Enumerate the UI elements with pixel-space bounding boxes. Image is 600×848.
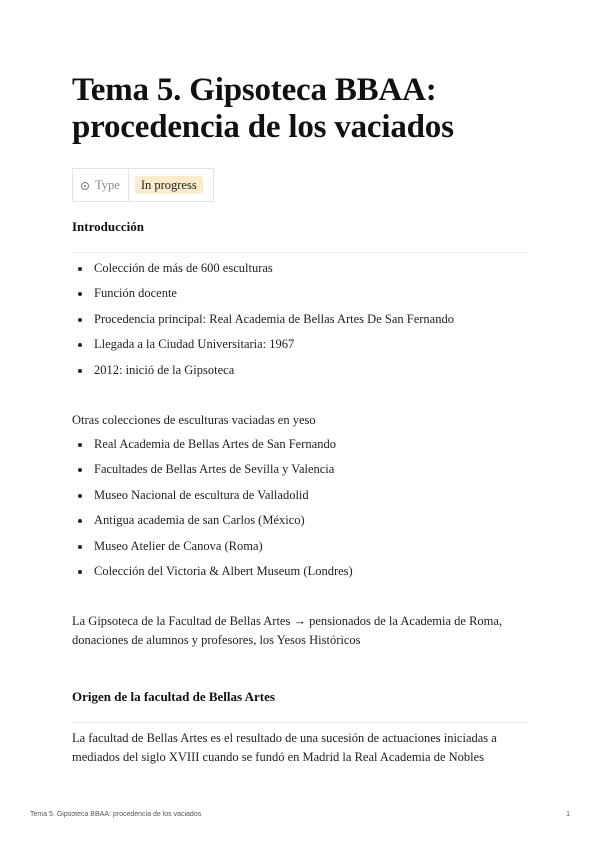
- list-item: Real Academia de Bellas Artes de San Fernando: [72, 432, 528, 457]
- page-title: Tema 5. Gipsoteca BBAA: procedencia de los vaciados: [72, 72, 454, 145]
- list-item: Colección del Victoria & Albert Museum (Londres): [72, 559, 528, 584]
- property-row: [72, 168, 214, 202]
- section-heading-origen: Origen de la facultad de Bellas Artes: [72, 689, 275, 704]
- origen-paragraph: La facultad de Bellas Artes es el resultado de una sucesión de actuaciones iniciadas a mediados del siglo XVIII cuando se fundó en Madrid la Real Academia de Nobles: [72, 731, 497, 764]
- list-item: Función docente: [72, 281, 528, 306]
- intro-list: [72, 256, 528, 383]
- list-item: Colección de más de 600 esculturas: [72, 256, 528, 281]
- section-divider: [72, 252, 528, 253]
- list-item: Procedencia principal: Real Academia de Bellas Artes De San Fernando: [72, 307, 528, 332]
- page-number: 1: [566, 811, 570, 818]
- property-key-label: Type: [95, 177, 120, 192]
- gipsoteca-paragraph: La Gipsoteca de la Facultad de Bellas Artes → pensionados de la Academia de Roma, donaciones de alumnos y profesores, los Yesos Históricos: [72, 614, 503, 647]
- page-footer: [30, 811, 570, 818]
- list-item: Llegada a la Ciudad Universitaria: 1967: [72, 332, 528, 357]
- other-collections-lead: Otras colecciones de esculturas vaciadas en yeso: [72, 413, 316, 427]
- property-key: [73, 169, 129, 201]
- section-divider: [72, 722, 528, 723]
- property-value: [129, 176, 213, 194]
- list-item: Antigua academia de san Carlos (México): [72, 508, 528, 533]
- list-item: Museo Nacional de escultura de Valladolid: [72, 483, 528, 508]
- status-badge: In progress: [135, 176, 203, 194]
- list-item: Facultades de Bellas Artes de Sevilla y Valencia: [72, 457, 528, 482]
- section-heading-introduccion: Introducción: [72, 219, 144, 234]
- target-icon: [81, 182, 89, 190]
- list-item: Museo Atelier de Canova (Roma): [72, 534, 528, 559]
- other-collections-list: [72, 432, 528, 584]
- list-item: 2012: inició de la Gipsoteca: [72, 358, 528, 383]
- footer-title: Tema 5. Gipsoteca BBAA: procedencia de los vaciados: [30, 811, 202, 818]
